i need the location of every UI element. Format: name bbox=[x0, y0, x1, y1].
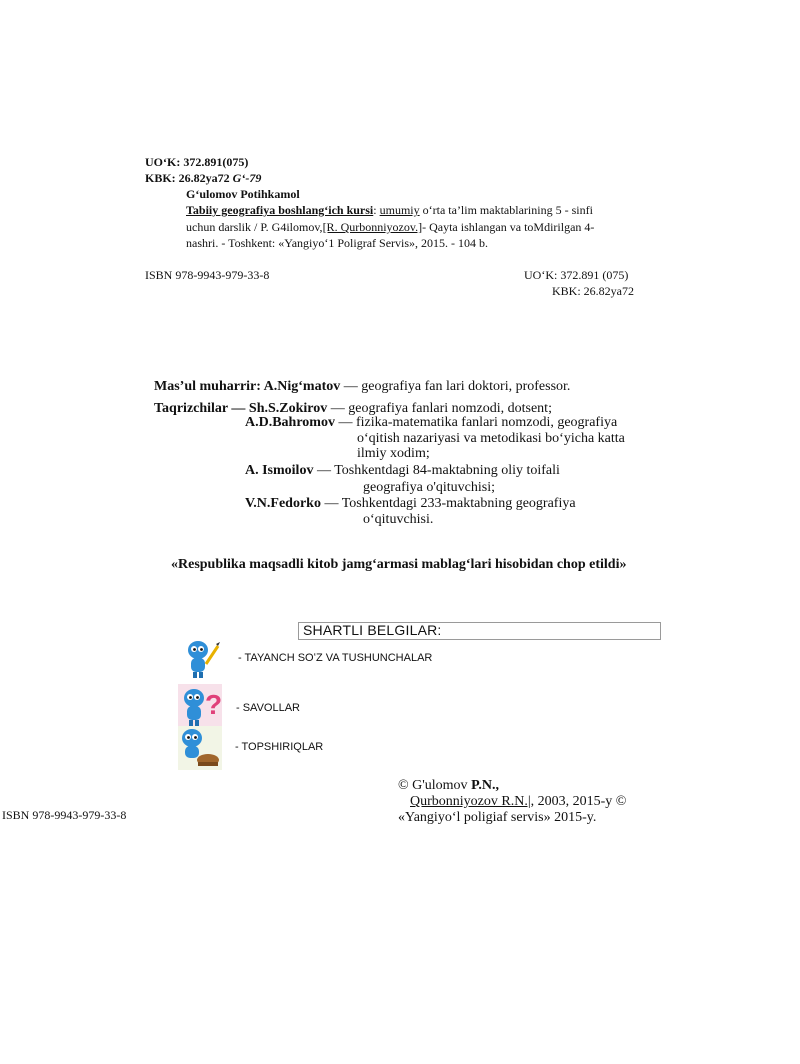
kbk-author-mark: G‘-79 bbox=[232, 171, 262, 185]
desc-text: oʻrta ta’lim maktablarining 5 - sinfi bbox=[419, 203, 593, 217]
author-name: Gʻulomov Potihkamol bbox=[186, 187, 300, 201]
pencil-character-icon bbox=[178, 636, 222, 680]
coauthor-name: [R. Qurbonniyozov.] bbox=[322, 220, 423, 234]
desc-umumiy: umumiy bbox=[379, 203, 420, 217]
uok-right: UO‘K: 372.891 (075) bbox=[524, 268, 629, 282]
responsible-editor bbox=[154, 379, 570, 395]
desc-line2-b: - Qayta ishlangan va toMdirilgan 4- bbox=[422, 220, 595, 234]
reviewer-2-name: A.D.Bahromov bbox=[245, 415, 335, 430]
legend-item-questions: - SAVOLLAR bbox=[236, 702, 300, 714]
reviewer-2-desc-2: oʻqitish nazariyasi va metodikasi boʻyicha katta bbox=[357, 431, 625, 446]
funding-note: «Respublika maqsadli kitob jamgʻarmasi mablagʻlari hisobidan chop etildi» bbox=[171, 557, 627, 572]
copyright-author: © G'ulomov bbox=[398, 778, 472, 793]
reviewer-4-desc-2: oʻqituvchisi. bbox=[363, 512, 434, 527]
kbk-code bbox=[145, 171, 261, 186]
kbk-prefix: KBK: 26.82ya72 bbox=[145, 171, 233, 185]
legend-item-tasks: - TOPSHIRIQLAR bbox=[235, 741, 324, 753]
reviewers-label: Taqrizchilar — bbox=[154, 401, 249, 416]
task-character-icon bbox=[178, 726, 222, 770]
uok-code: UO‘K: 372.891(075) bbox=[145, 155, 249, 169]
isbn-top: ISBN 978-9943-979-33-8 bbox=[145, 268, 270, 282]
editor-desc: — geografiya fan lari doktori, professor. bbox=[340, 379, 571, 394]
reviewer-1-desc: — geografiya fanlari nomzodi, dotsent; bbox=[327, 401, 552, 416]
reviewer-4-name: V.N.Fedorko bbox=[245, 496, 321, 511]
reviewer-3-desc: — Toshkentdagi 84-maktabning oliy toifali bbox=[313, 463, 560, 478]
reviewer-4-desc: — Toshkentdagi 233-maktabning geografiya bbox=[320, 496, 576, 511]
reviewer-3-name: A. Ismoilov bbox=[245, 463, 314, 478]
book-description-line3: nashri. - Toshkent: «Yangiyo‘1 Poligraf Servis», 2015. - 104 b. bbox=[186, 236, 489, 250]
copyright-line1 bbox=[398, 778, 499, 794]
copyright-coauthor: Qurbonniyozov R.N.| bbox=[410, 794, 531, 809]
copyright-publisher: «Yangiyoʻl poligiaf servis» 2015-y. bbox=[398, 810, 597, 825]
isbn-bottom: ISBN 978-9943-979-33-8 bbox=[2, 808, 127, 822]
reviewer-4 bbox=[245, 496, 576, 512]
copyright-line2 bbox=[410, 794, 626, 810]
reviewer-2 bbox=[245, 415, 617, 431]
legend-header-box bbox=[298, 622, 661, 640]
book-description-line2 bbox=[186, 220, 594, 235]
reviewer-1-name: Sh.S.Zokirov bbox=[248, 401, 328, 416]
reviewer-3 bbox=[245, 463, 560, 479]
svg-text:?: ? bbox=[205, 689, 222, 720]
desc-sep: : bbox=[373, 203, 380, 217]
legend-title: SHARTLI BELGILAR: bbox=[303, 622, 442, 638]
reviewer-2-desc-3: ilmiy xodim; bbox=[357, 446, 430, 461]
copyright-years: , 2003, 2015-y © bbox=[530, 794, 627, 809]
legend-item-key-terms: - TAYANCH SOʻZ VA TUSHUNCHALAR bbox=[238, 652, 433, 664]
editor-label: Mas’ul muharrir: bbox=[154, 379, 264, 394]
copyright-initials: P.N., bbox=[471, 778, 499, 793]
kbk-right: KBK: 26.82ya72 bbox=[552, 284, 634, 298]
question-character-icon bbox=[178, 684, 222, 728]
book-title: Tabiiy geografiya boshlangʻich kursi bbox=[186, 203, 374, 217]
desc-line2-a: uchun darslik / P. G4ilomov, bbox=[186, 220, 323, 234]
reviewer-3-desc-2: geografiya o'qituvchisi; bbox=[363, 480, 495, 495]
editor-name: A.Nigʻmatov bbox=[263, 379, 341, 394]
book-description-line1 bbox=[186, 203, 593, 218]
reviewer-2-desc: — fizika-matematika fanlari nomzodi, geografiya bbox=[334, 415, 618, 430]
